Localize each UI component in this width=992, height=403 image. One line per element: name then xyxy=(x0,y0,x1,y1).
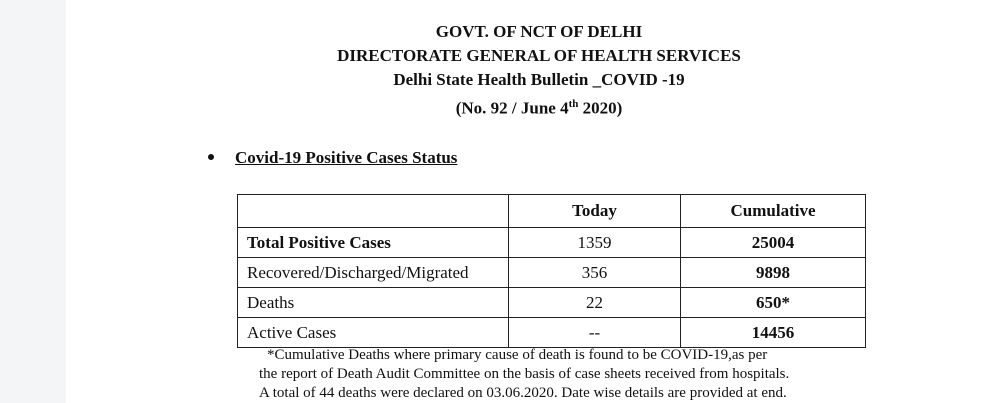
row-label: Total Positive Cases xyxy=(238,228,509,258)
row-cumulative: 9898 xyxy=(681,258,866,288)
footnote-line: A total of 44 deaths were declared on 03.06.2020. Date wise details are provided at end. xyxy=(259,385,787,401)
bullet-icon xyxy=(208,154,214,160)
table-row xyxy=(238,318,866,348)
deaths-footnote xyxy=(259,346,789,403)
table-header-cell xyxy=(238,195,509,228)
cases-status-table xyxy=(237,194,866,348)
row-today: 356 xyxy=(509,258,681,288)
footnote-line: *Cumulative Deaths where primary cause of death is found to be COVID-19,as per xyxy=(267,347,768,363)
govt-title: GOVT. OF NCT OF DELHI xyxy=(435,22,643,41)
table-header-row xyxy=(238,195,866,228)
bulletin-number xyxy=(66,92,992,121)
directorate-title: DIRECTORATE GENERAL OF HEALTH SERVICES xyxy=(337,46,741,65)
footnote-line: the report of Death Audit Committee on the basis of case sheets received from hospitals. xyxy=(259,366,790,382)
section-title: Covid-19 Positive Cases Status xyxy=(235,148,458,167)
row-cumulative: 14456 xyxy=(681,318,866,348)
bulletin-number-prefix: (No. 92 / June 4 xyxy=(455,98,569,118)
bulletin-page xyxy=(66,0,992,403)
table-header-today: Today xyxy=(509,195,681,228)
table-header-cumulative: Cumulative xyxy=(681,195,866,228)
row-today: 22 xyxy=(509,288,681,318)
bulletin-header xyxy=(66,20,992,121)
row-label: Active Cases xyxy=(238,318,509,348)
bulletin-number-sup: th xyxy=(568,98,579,110)
row-label: Recovered/Discharged/Migrated xyxy=(238,258,509,288)
section-heading xyxy=(208,148,457,168)
row-today: 1359 xyxy=(509,228,681,258)
table-row xyxy=(238,228,866,258)
table-row xyxy=(238,288,866,318)
row-label: Deaths xyxy=(238,288,509,318)
bulletin-title: Delhi State Health Bulletin _COVID -19 xyxy=(393,70,685,89)
row-cumulative: 25004 xyxy=(681,228,866,258)
table-row xyxy=(238,258,866,288)
row-cumulative: 650* xyxy=(681,288,866,318)
bulletin-number-suffix: 2020) xyxy=(578,98,623,118)
row-today: -- xyxy=(509,318,681,348)
